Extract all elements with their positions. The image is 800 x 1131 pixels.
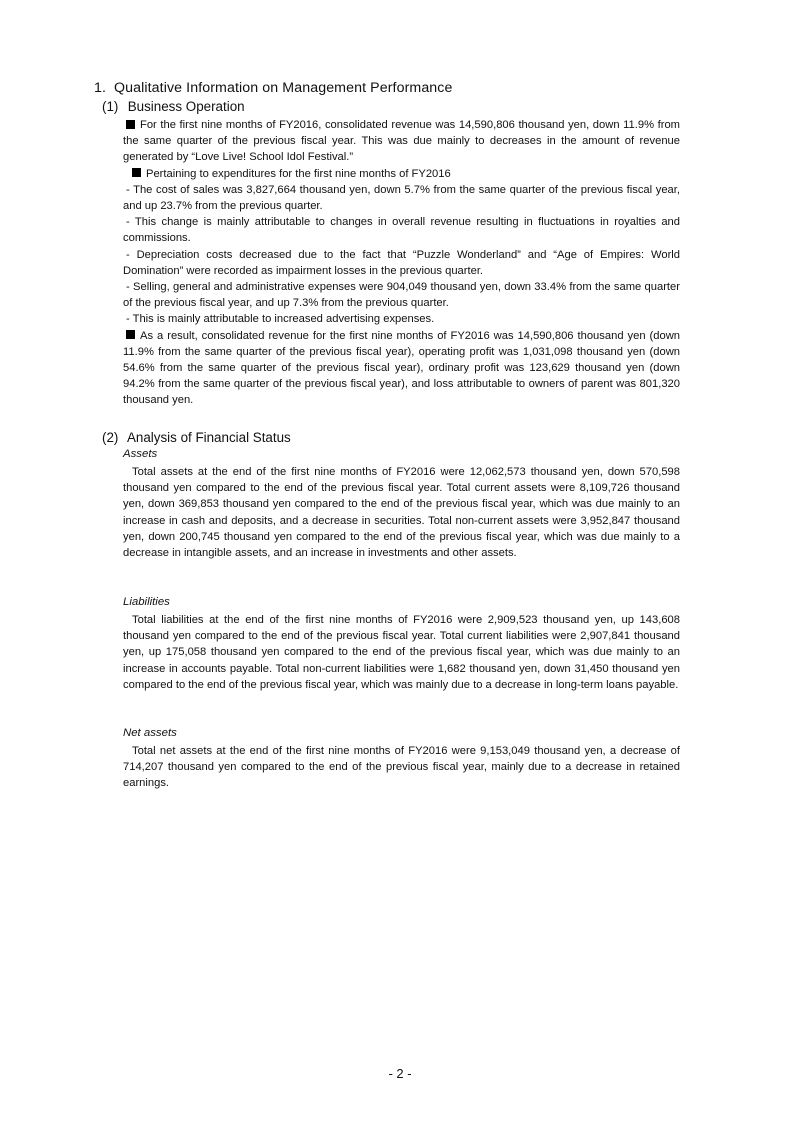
paragraph-cost-of-sales: - The cost of sales was 3,827,664 thousand yen, down 5.7% from the same quarter of the previous fiscal year, and up 23.7% from the previous quarter.	[123, 183, 680, 213]
paragraph-sga: - Selling, general and administrative expenses were 904,049 thousand yen, down 33.4% from the same quarter of the previous fiscal year, and up 7.3% from the previous quarter.	[123, 281, 680, 310]
net-assets-body: Total net assets at the end of the first nine months of FY2016 were 9,153,049 thousand yen, a decrease of 714,207 thousand yen compared to the end of the previous fiscal year, mainly due to a decrease in retained earnings.	[123, 745, 680, 790]
business-operation-body	[123, 117, 680, 409]
liabilities-body: Total liabilities at the end of the first nine months of FY2016 were 2,909,523 thousand yen, up 143,608 thousand yen compared to the end of the previous fiscal year. Total current liabilities were 2,907,841 thousand yen, up 175,058 thousand yen compared to the end of the previous fiscal year, which was due mainly to an increase in accounts payable. Total non-current liabilities were 1,682 thousand yen, down 31,450 thousand yen compared to the end of the previous fiscal year, which was mainly due to a decrease in long-term loans payable.	[123, 614, 680, 691]
subsection-title: Analysis of Financial Status	[126, 430, 291, 445]
paragraph-depreciation: - Depreciation costs decreased due to the fact that “Puzzle Wonderland” and “Age of Empires: World Domination” were recorded as impairment losses in the previous quarter.	[123, 248, 680, 277]
assets-body: Total assets at the end of the first nine months of FY2016 were 12,062,573 thousand yen, down 570,598 thousand yen compared to the end of the previous fiscal year. Total current assets were 8,109,726 thousand yen, down 369,853 thousand yen compared to the end of the previous fiscal year, which was due mainly to an increase in cash and deposits, and a decrease in securities. Total non-current assets were 3,952,847 thousand yen, down 200,745 thousand yen compared to the end of the previous fiscal year, which was due mainly to a decrease in intangible assets, and an increase in investments and other assets.	[123, 466, 680, 560]
section-title: Qualitative Information on Management Performance	[114, 80, 453, 96]
square-bullet-icon	[132, 168, 141, 177]
subsection-heading-business-operation	[102, 99, 245, 114]
paragraph-expenditures-heading: Pertaining to expenditures for the first nine months of FY2016	[123, 166, 680, 182]
paragraph-revenue: For the first nine months of FY2016, consolidated revenue was 14,590,806 thousand yen, down 11.9% from the same quarter of the previous fiscal year. This was due mainly to decreases in the amount of revenue generated by “Love Live! School Idol Festival.”	[123, 119, 680, 164]
subsection-title: Business Operation	[127, 99, 245, 114]
section-number: 1.	[94, 80, 107, 96]
net-assets-heading: Net assets	[123, 727, 177, 739]
section-heading	[94, 80, 452, 96]
assets-heading: Assets	[123, 448, 158, 460]
paragraph-cost-change: - This change is mainly attributable to changes in overall revenue resulting in fluctuations in royalties and commissions.	[123, 216, 680, 245]
square-bullet-icon	[126, 120, 135, 129]
subsection-heading-financial-status	[102, 430, 291, 445]
page-number: - 2 -	[388, 1066, 412, 1081]
subsection-number: (1)	[102, 99, 119, 114]
liabilities-heading: Liabilities	[123, 596, 170, 608]
square-bullet-icon	[126, 330, 135, 339]
paragraph-sga-reason: - This is mainly attributable to increased advertising expenses.	[126, 313, 435, 326]
paragraph-result: As a result, consolidated revenue for the first nine months of FY2016 was 14,590,806 thousand yen (down 11.9% from the same quarter of the previous fiscal year), operating profit was 1,031,098 thousand yen (down 54.6% from the same quarter of the previous fiscal year), ordinary profit was 123,629 thousand yen (down 94.2% from the same quarter of the previous fiscal year), and loss attributable to owners of parent was 801,320 thousand yen.	[123, 329, 680, 407]
subsection-number: (2)	[102, 430, 119, 445]
